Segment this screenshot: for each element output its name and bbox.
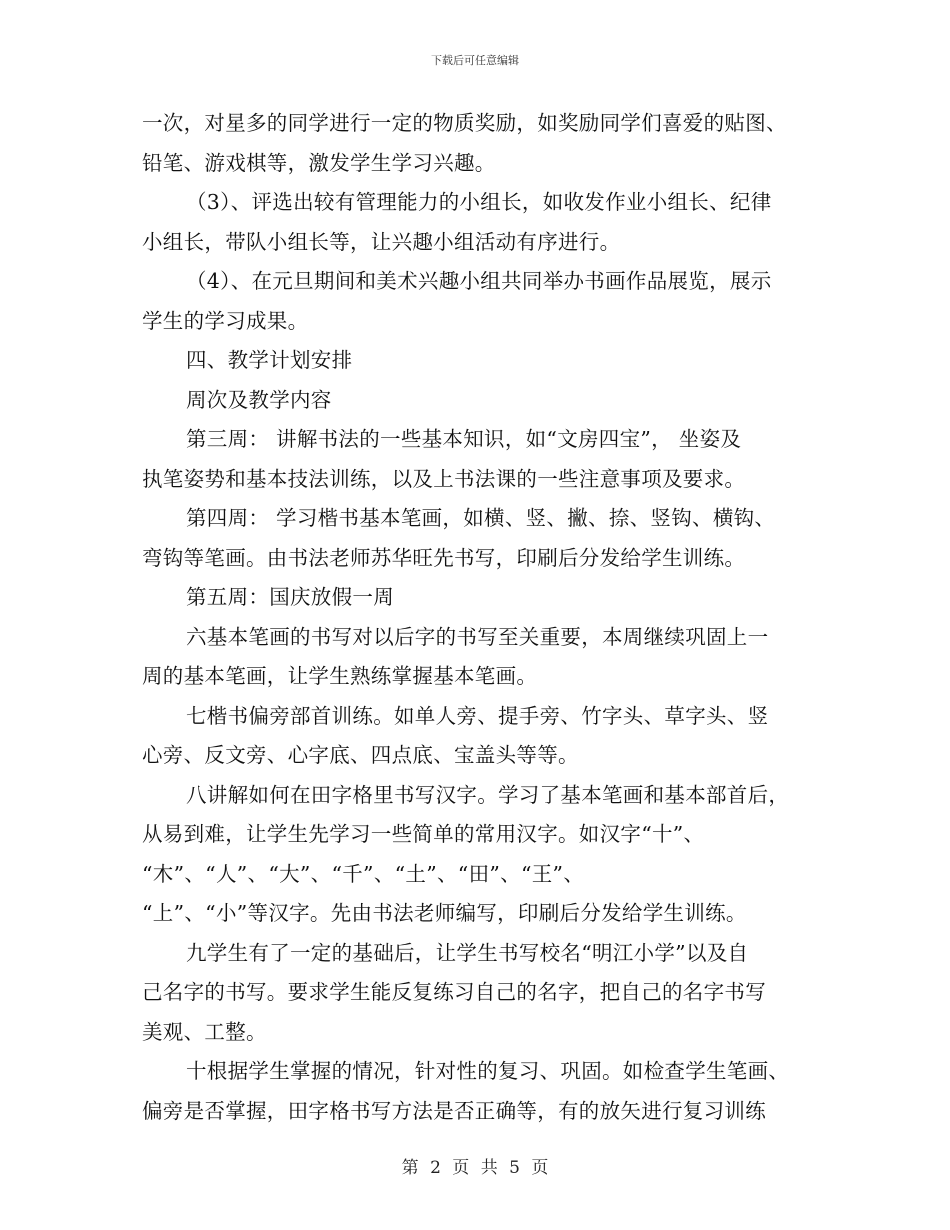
text-line: （4）、在元旦期间和美术兴趣小组共同举办书画作品展览，展示: [186, 269, 772, 293]
text-line: 执笔姿势和基本技法训练，以及上书法课的一些注意事项及要求。: [142, 466, 746, 491]
text-line: 弯钩等笔画。由书法老师苏华旺先书写，印刷后分发给学生训练。: [142, 545, 746, 570]
text-line: 七楷书偏旁部首训练。如单人旁、提手旁、竹字头、草字头、竖: [186, 703, 769, 728]
page-footer: 第 2 页 共 5 页: [401, 1158, 549, 1178]
text-line: “上”、“小”等汉字。先由书法老师编写，印刷后分发给学生训练。: [142, 901, 747, 925]
text-line: 九学生有了一定的基础后，让学生书写校名“明江小学”以及自: [186, 940, 749, 965]
text-line: 周的基本笔画，让学生熟练掌握基本笔画。: [142, 664, 538, 688]
text-line: 八讲解如何在田字格里书写汉字。学习了基本笔画和基本部首后，: [186, 782, 790, 807]
text-line: 第五周：国庆放假一周: [186, 585, 394, 609]
text-line: 十根据学生掌握的情况，针对性的复习、巩固。如检查学生笔画、: [186, 1059, 790, 1083]
text-line: 铅笔、游戏棋等，激发学生学习兴趣。: [142, 150, 496, 175]
text-line: 心旁、反文旁、心字底、四点底、宝盖头等等。: [142, 743, 579, 767]
text-line: 第四周： 学习楷书基本笔画，如横、竖、撇、捺、竖钩、横钩、: [186, 506, 776, 530]
page-header: 下载后可任意编辑: [431, 54, 519, 67]
text-line: 从易到难，让学生先学习一些简单的常用汉字。如汉字“十”、: [142, 822, 705, 846]
text-line: 美观、工整。: [142, 1019, 267, 1044]
text-line: 周次及教学内容: [186, 387, 332, 412]
text-line: “木”、“人”、“大”、“千”、“土”、“田”、“王”、: [142, 861, 585, 886]
text-line: 己名字的书写。要求学生能反复练习自己的名字，把自己的名字书写: [142, 980, 766, 1004]
text-line: 第三周： 讲解书法的一些基本知识，如“文房四宝”， 坐姿及: [186, 427, 742, 451]
text-line: 一次，对星多的同学进行一定的物质奖励，如奖励同学们喜爱的贴图、: [142, 111, 787, 135]
text-line: 四、教学计划安排: [186, 348, 353, 372]
text-line: 偏旁是否掌握，田字格书写方法是否正确等，有的放矢进行复习训练: [142, 1098, 766, 1123]
text-line: 六基本笔画的书写对以后字的书写至关重要，本周继续巩固上一: [186, 624, 769, 649]
text-line: （3）、评选出较有管理能力的小组长，如收发作业小组长、纪律: [186, 190, 772, 214]
text-line: 学生的学习成果。: [142, 308, 309, 333]
text-line: 小组长，带队小组长等，让兴趣小组活动有序进行。: [142, 229, 621, 254]
document-body: [142, 104, 810, 1131]
